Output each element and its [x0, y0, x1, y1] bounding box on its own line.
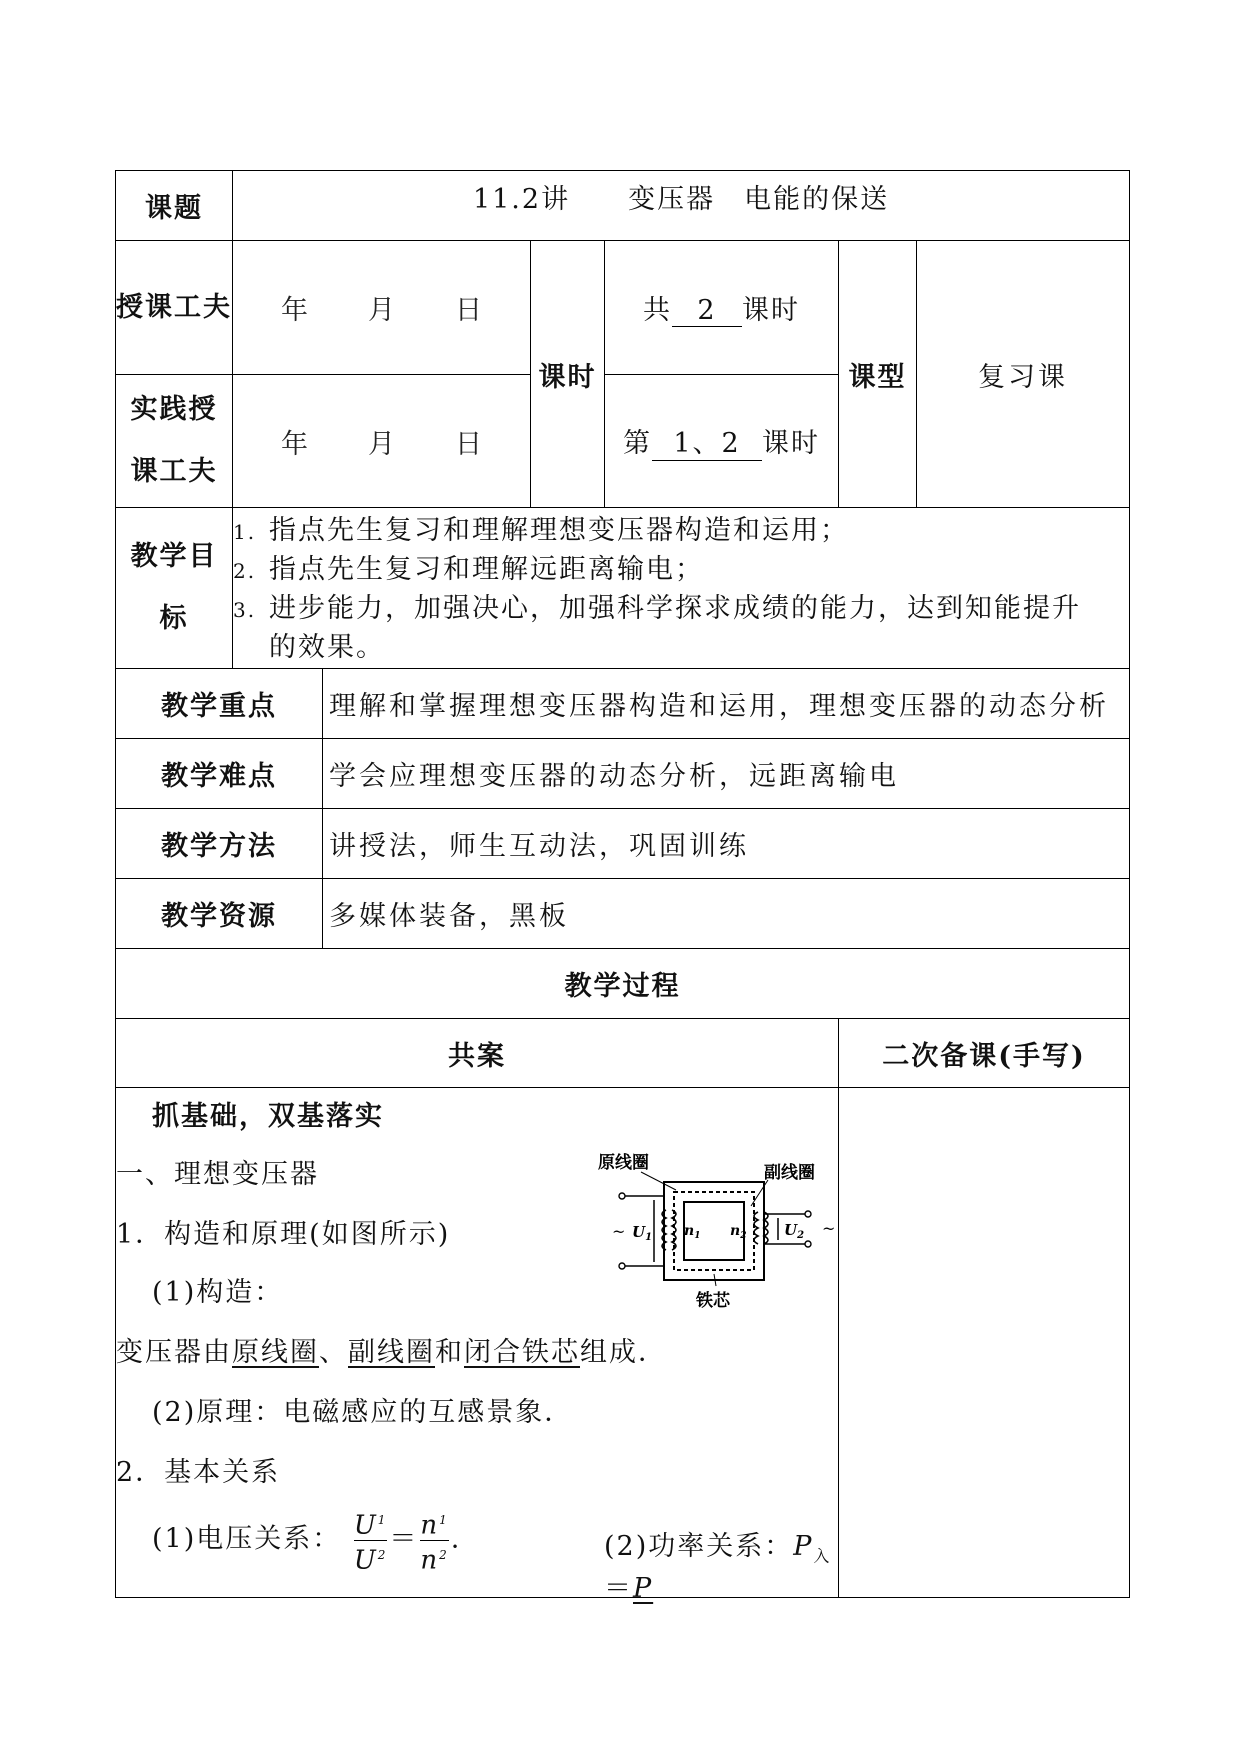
core-label: 铁芯 — [696, 1291, 730, 1308]
type-label: 课型 — [839, 241, 917, 508]
teach-time-label: 授课工夫 — [116, 241, 233, 375]
type-value: 复习课 — [917, 241, 1130, 508]
resource-value: 多媒体装备，黑板 — [323, 879, 1130, 949]
svg-text:n2: $n_2$ — [730, 1223, 747, 1241]
transformer-diagram — [596, 1148, 846, 1308]
ac-output-icon: ~ — [822, 1219, 836, 1238]
order-periods: 第 1、2 课时 — [605, 375, 839, 508]
process-title: 教学过程 — [116, 949, 1130, 1019]
svg-text:U1: $U_1$ — [632, 1223, 653, 1243]
goal-item: 3. 进步能力，加强决心，加强科学探求成绩的能力，达到知能提升 — [233, 593, 1081, 624]
process-main-content — [116, 1088, 839, 1605]
goal-item: 的效果。 — [269, 632, 385, 663]
period-label: 课时 — [531, 241, 605, 508]
topic-label: 课题 — [116, 171, 233, 241]
handwritten-notes-cell[interactable] — [839, 1088, 1130, 1598]
iron-core — [664, 1182, 764, 1280]
process-heading: 抓基础，双基落实 — [152, 1101, 384, 1132]
focus-value: 理解和掌握理想变压器构造和运用，理想变压器的动态分析 — [323, 669, 1130, 739]
goal-item: 1. 指点先生复习和理解理想变压器构造和运用； — [233, 515, 849, 546]
method-value: 讲授法，师生互动法，巩固训练 — [323, 809, 1130, 879]
sub-principle: (2)原理：电磁感应的互感景象． — [152, 1397, 574, 1428]
col-note-header: 二次备课(手写) — [839, 1019, 1130, 1088]
difficulty-value: 学会应理想变压器的动态分析，远距离输电 — [323, 739, 1130, 809]
method-label: 教学方法 — [116, 809, 323, 879]
sub-structure: (1)构造： — [152, 1277, 284, 1308]
voltage-relation: (1)电压关系： $\frac{U^1}{U^2}$ ＝ $\frac{n^1}{n^2}$ . — [152, 1506, 461, 1574]
focus-label: 教学重点 — [116, 669, 323, 739]
actual-time-date: 年 月 日 — [233, 375, 531, 508]
goal-item: 2. 指点先生复习和理解远距离输电； — [233, 554, 704, 585]
power-relation: (2)功率关系：$P_入=P$ — [604, 1531, 832, 1605]
resource-label: 教学资源 — [116, 879, 323, 949]
item-relations: 2．基本关系 — [116, 1457, 281, 1488]
actual-time-label: 实践授课工夫 — [116, 375, 233, 508]
col-main-header: 共案 — [116, 1019, 839, 1088]
primary-coil-label: 原线圈 — [598, 1153, 649, 1173]
topic-value: 11.2讲 变压器 电能的保送 — [233, 171, 1130, 241]
secondary-coil-label: 副线圈 — [764, 1163, 815, 1183]
section-ideal-transformer: 一、理想变压器 — [116, 1159, 319, 1190]
svg-text:n1: $n_1$ — [684, 1223, 701, 1241]
difficulty-label: 教学难点 — [116, 739, 323, 809]
total-periods: 共 2 课时 — [605, 241, 839, 375]
ac-source-icon: ~ — [612, 1222, 626, 1241]
goals-list — [233, 508, 1130, 669]
lesson-plan-table — [115, 170, 1130, 1605]
item-structure: 1．构造和原理(如图所示) — [116, 1219, 451, 1250]
teach-time-date: 年 月 日 — [233, 241, 531, 375]
secondary-coil-icon — [754, 1212, 768, 1244]
goals-label: 教学目标 — [116, 508, 233, 669]
svg-text:U2: $U_2$ — [784, 1221, 805, 1241]
structure-text: 变压器由原线圈、副线圈和闭合铁芯组成． — [116, 1337, 667, 1368]
